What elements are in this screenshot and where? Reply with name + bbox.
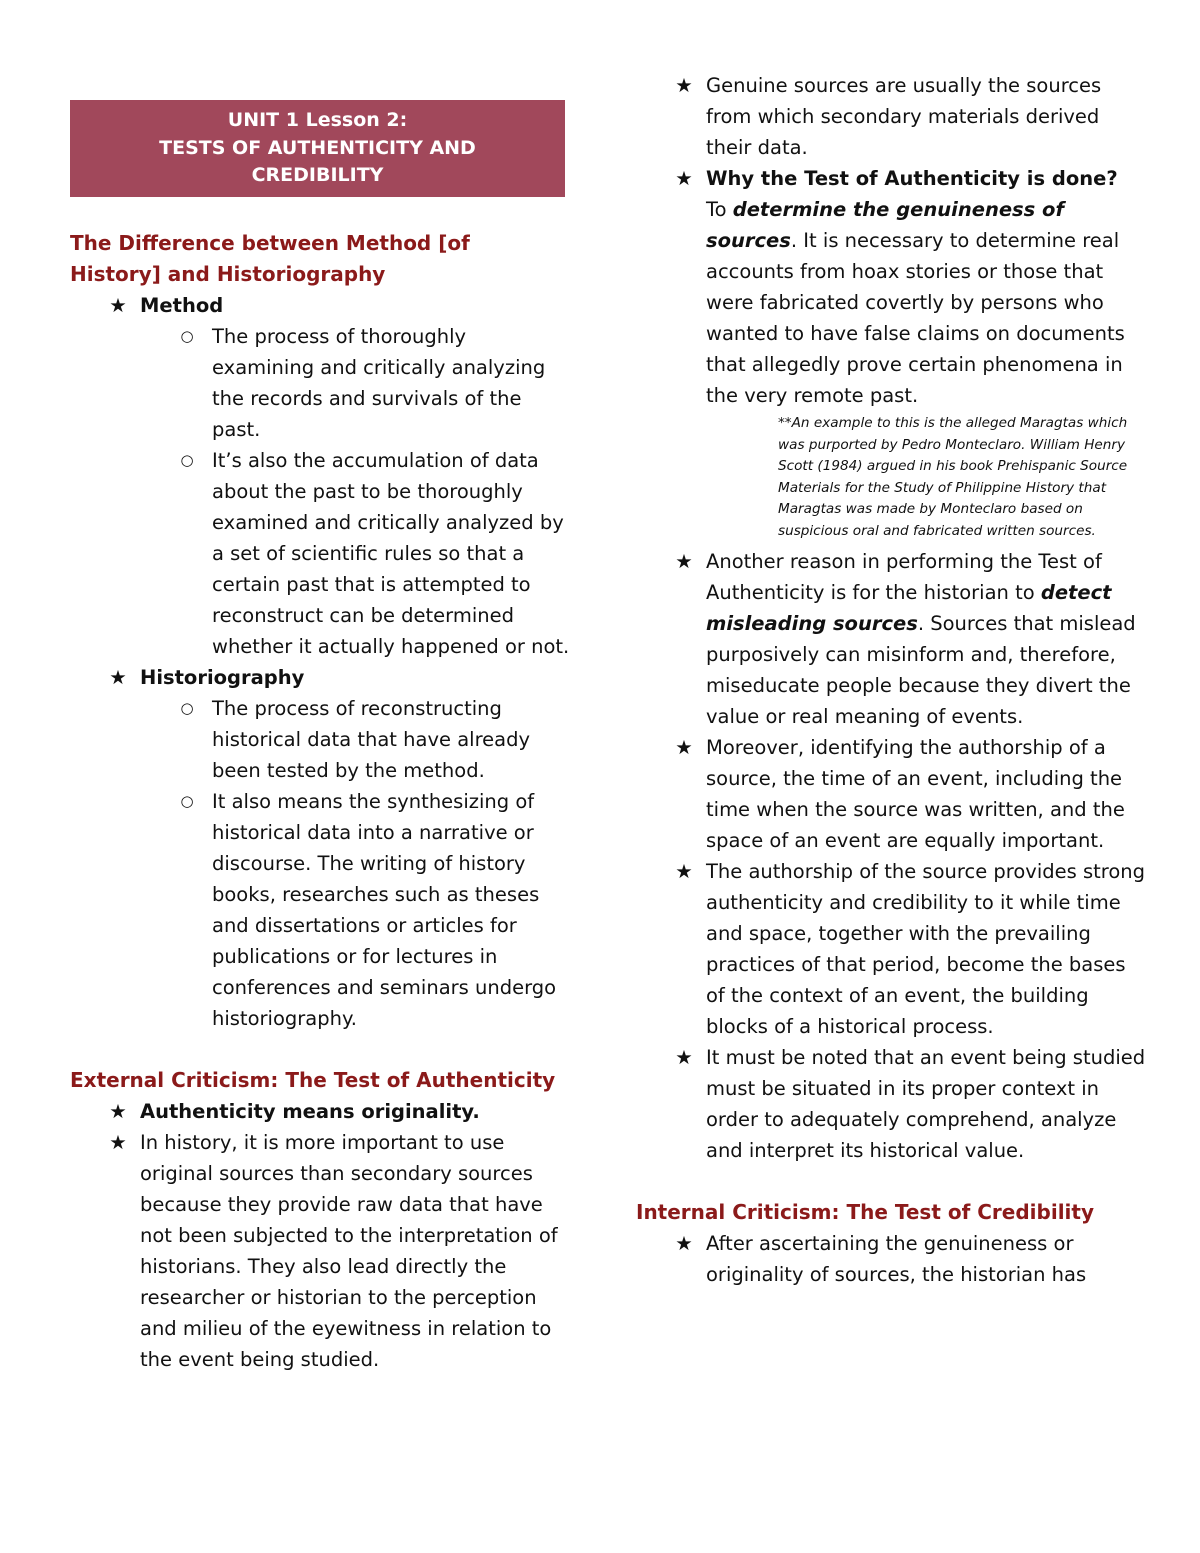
star-bullet-icon: ★ xyxy=(675,167,693,190)
sub-list-item xyxy=(70,445,570,662)
star-bullet-icon: ★ xyxy=(109,1131,127,1154)
why-question: Why the Test of Authenticity is done? xyxy=(706,167,1118,190)
list-item-historiography xyxy=(70,662,570,693)
star-bullet-icon: ★ xyxy=(109,1100,127,1123)
banner-line-2: TESTS OF AUTHENTICITY AND xyxy=(159,136,476,159)
another-reason-emphasis: detect misleading sources xyxy=(706,581,1112,635)
section-heading-method-vs-historiography: The Difference between Method [of History] and Historiography xyxy=(70,231,470,286)
list-item xyxy=(636,856,1146,1042)
list-item xyxy=(636,546,1146,732)
method-label: Method xyxy=(140,294,224,317)
list-item xyxy=(636,1228,1146,1290)
title-banner xyxy=(70,100,565,197)
circle-bullet-icon: ○ xyxy=(180,327,194,345)
banner-line-1: UNIT 1 Lesson 2: xyxy=(227,109,408,132)
list-item-method xyxy=(70,290,570,321)
star-bullet-icon: ★ xyxy=(675,736,693,759)
another-reason-pre: Another reason in performing the Test of Authenticity is for the historian to xyxy=(706,550,1102,604)
section-heading-external-criticism: External Criticism: The Test of Authenticity xyxy=(70,1068,556,1092)
historiography-point-1: The process of reconstructing historical data that have already been tested by the method. xyxy=(212,697,531,782)
star-bullet-icon: ★ xyxy=(675,550,693,573)
list-item xyxy=(636,70,1146,163)
credibility-text: After ascertaining the genuineness or originality of sources, the historian has xyxy=(706,1232,1087,1286)
why-emphasis: determine the genuineness of sources xyxy=(706,198,1064,252)
sub-list-item xyxy=(70,786,570,1034)
another-reason-rest: . Sources that mislead purposively can misinform and, therefore, miseducate people because they divert the value or real meaning of events. xyxy=(706,612,1136,728)
why-to: To xyxy=(706,198,733,221)
star-bullet-icon: ★ xyxy=(675,1046,693,1069)
authorship-text: The authorship of the source provides strong authenticity and credibility to it while time and space, together with the prevailing practices of that period, become the bases of the context of an event, the building blocks of a historical process. xyxy=(706,860,1146,1038)
right-column xyxy=(636,70,1146,1290)
method-point-2: It’s also the accumulation of data about the past to be thoroughly examined and critically analyzed by a set of scientific rules so that a certain past that is attempted to reconstruct can be determined whether it actually happened or not. xyxy=(212,449,570,658)
context-text: It must be noted that an event being studied must be situated in its proper context in order to adequately comprehend, analyze and interpret its historical value. xyxy=(706,1046,1146,1162)
star-bullet-icon: ★ xyxy=(109,294,127,317)
genuine-sources-text: Genuine sources are usually the sources from which secondary materials derived their data. xyxy=(706,74,1102,159)
maragtas-footnote: **An example to this is the alleged Maragtas which was purported by Pedro Monteclaro. William Henry Scott (1984) argued in his book Prehispanic Source Materials for the Study of Philippine History that Maragtas was made by Monteclaro based on suspicious oral and fabricated written sources. xyxy=(778,415,1128,539)
circle-bullet-icon: ○ xyxy=(180,792,194,810)
authenticity-definition: Authenticity means originality. xyxy=(140,1100,480,1123)
moreover-text: Moreover, identifying the authorship of a source, the time of an event, including the time when the source was written, and the space of an event are equally important. xyxy=(706,736,1125,852)
method-point-1: The process of thoroughly examining and critically analyzing the records and survivals of the past. xyxy=(212,325,546,441)
section-heading-internal-criticism: Internal Criticism: The Test of Credibility xyxy=(636,1200,1094,1224)
star-bullet-icon: ★ xyxy=(675,74,693,97)
list-item xyxy=(70,1127,570,1375)
why-rest: . It is necessary to determine real accounts from hoax stories or those that were fabricated covertly by persons who wanted to have false claims on documents that allegedly prove certain phenomena in the very remote past. xyxy=(706,229,1125,407)
original-sources-text: In history, it is more important to use original sources than secondary sources because they provide raw data that have not been subjected to the interpretation of historians. They also lead directly the researcher or historian to the perception and milieu of the eyewitness in relation to the event being studied. xyxy=(140,1131,558,1371)
list-item xyxy=(636,163,1146,411)
star-bullet-icon: ★ xyxy=(675,1232,693,1255)
circle-bullet-icon: ○ xyxy=(180,699,194,717)
left-column xyxy=(70,228,570,1375)
sub-list-item xyxy=(70,693,570,786)
star-bullet-icon: ★ xyxy=(109,666,127,689)
sub-list-item xyxy=(70,321,562,445)
historiography-point-2: It also means the synthesizing of historical data into a narrative or discourse. The writing of history books, researches such as theses and dissertations or articles for publications or for lectures in conferences and seminars undergo historiography. xyxy=(212,790,557,1030)
list-item xyxy=(70,1096,570,1127)
banner-line-3: CREDIBILITY xyxy=(251,164,384,187)
historiography-label: Historiography xyxy=(140,666,305,689)
list-item xyxy=(636,732,1146,856)
circle-bullet-icon: ○ xyxy=(180,451,194,469)
star-bullet-icon: ★ xyxy=(675,860,693,883)
list-item xyxy=(636,1042,1146,1166)
